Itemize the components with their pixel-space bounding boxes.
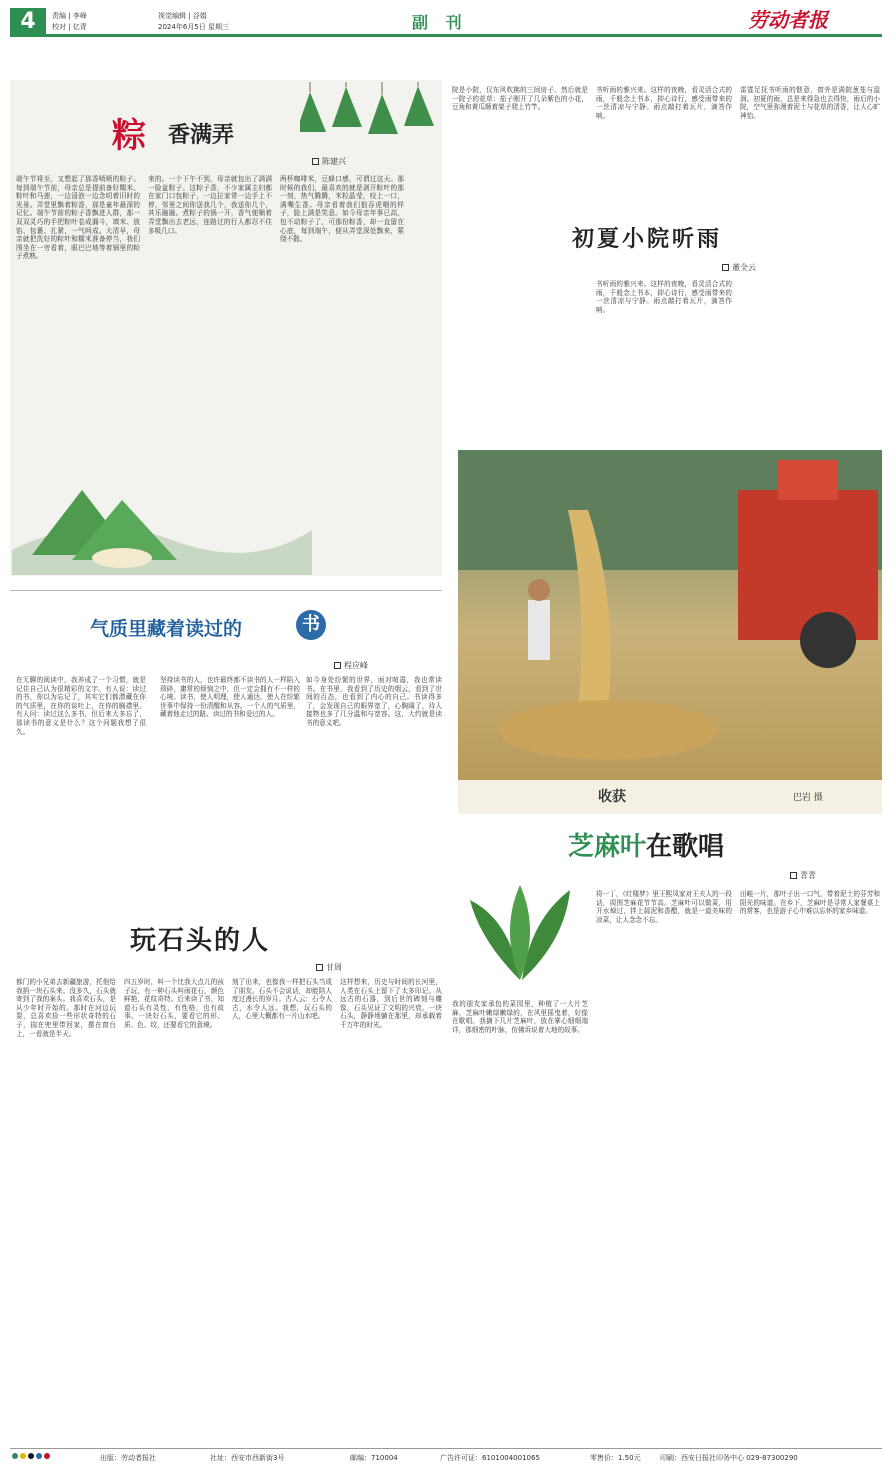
header-rule [10, 34, 882, 37]
article3-column-4: 这样想来，历史与时间的长河里，人类在石头上留下了太多印记。从远古的石器，到后世的碑刻与雕像，石头见证了文明的兴衰。一块石头，静静地躺在那里，却承载着千万年的时光。 [340, 978, 442, 1029]
article2-column-1: 在无聊的阅读中，我养成了一个习惯，就是记住自己认为很精彩的文字。有人说：读过的书，你以为忘记了，其实它们都潜藏在你的气质里，在你的谈吐上，在你的胸襟里。有人问：读过这么多书，但后来大多忘了，那读书的意义是什么？这个问题我想了很久。 [16, 676, 146, 736]
article5-byline [790, 870, 816, 881]
photo-credit: 巴岩 摄 [793, 793, 823, 803]
article3-column-2: 四五岁时，叫一个比我大点儿的孩子玩，有一种石头叫雨花石，颜色鲜艳，花纹奇特。后来读了书，知道石头有灵性，有性格，也有故事。一块好石头，要看它的形、质、色、纹，还要看它的意境。 [124, 978, 224, 1029]
article2-title-char: 书 [296, 610, 326, 640]
article3-column-1: 都门的小兄弟去新疆旅游，托他给我捎一块石头来。没多久，石头就寄到了我的案头。我喜欢石头，是从少年时开始的。那时在河边玩耍，总喜欢捡一些形状奇特的石子，揣在兜里带回家，摆在窗台上，一看就是半天。 [16, 978, 116, 1038]
article5-title-rest: 在歌唱 [646, 832, 725, 862]
article4-author: 董全云 [732, 263, 756, 272]
footer-publisher: 出版：劳动者报社 [100, 1454, 156, 1462]
dot [44, 1453, 50, 1459]
article3-byline [316, 962, 342, 973]
design-editor-line: 视觉编辑 | 谷娟 [158, 12, 207, 20]
issue-date: 2024年6月5日 星期三 [158, 23, 229, 31]
article1-author: 陈建兴 [322, 157, 346, 166]
harvest-scene-image [458, 450, 882, 780]
article4-column-3: 雷霆足抚书听雨的惬意，窗外是满院葱茏与湿润。初夏的雨，总是来得急也去得快，雨后的小院，空气里弥漫着泥土与花草的清香，让人心旷神怡。 [740, 86, 880, 120]
footer-address: 社址：西安市西新街3号 [210, 1454, 285, 1462]
article4-title: 初夏小院听雨 [572, 226, 723, 252]
article5-title-green: 芝麻叶 [568, 832, 647, 862]
article1-column-3: 两杯咖啡米，豆蜂口感，可谓过这天。那时候的我们，最喜欢的就是剥开粽叶的那一刻，热气腾腾，米粒晶莹，咬上一口，满嘴生香。母亲看着我们狼吞虎咽的样子，脸上满是笑意。如今母亲年事已高，包不动粽子了，可那份粽香，却一直留在心底，每到端午，便从弄堂深处飘来，萦绕不散。 [280, 175, 404, 244]
article2-column-2: 坚持读书的人，也许最终都不读书的人一样陷入琐碎，庸常的烦恼之中，但一定会拥有不一样的心境。读书，使人明理，使人通达，使人在纷繁世事中保持一份清醒和从容。一个人的气质里，藏着他走过的路、读过的书和爱过的人。 [160, 676, 300, 719]
photo-caption: 收获 [598, 789, 626, 805]
article4-column-1: 院是小院，仅东风吹拂的三间房子。然后就是一院子的花草：茄子刚开了几朵紫色的小花，豆角和黄瓜顺着架子爬上竹竿。 [452, 86, 588, 112]
zongzi-illustration [12, 460, 312, 575]
sesame-leaf-illustration [460, 880, 586, 990]
dot [20, 1453, 26, 1459]
article1-column-1: 端午节将至，又想起了那香喷喷的粽子。每到端午节前，母亲总是提前备好糯米、粽叶和马莲，一边浸泡一边念叨着旧时的光景。弄堂里飘着粽香，那是童年最深的记忆。端午节前的粽子香飘进人群，那一双双灵巧的手把粽叶卷成漏斗，填米、放馅、包裹、扎紧，一气呵成。大清早，母亲就把洗好的粽叶和糯米准备停当，我们围坐在一旁看着，眼巴巴地等着锅里的粽子煮熟。 [16, 175, 140, 261]
article2-byline [334, 660, 368, 671]
proofreader-line: 校对 | 亿青 [52, 23, 87, 31]
article4-byline [722, 262, 756, 273]
article3-column-3: 刻了出来，也像我一样把石头当成了朋友。石头不会说话，却能陪人度过漫长的岁月。古人云：石令人古，水令人远。我想，玩石头的人，心里大概都有一片山水吧。 [232, 978, 332, 1021]
article4-column-2: 书听雨的雅兴来。这样的夜晚，看灵活合式的雨，千般念上书本，抑心诗行，感受雨带来的一丝清凉与宁静。雨点敲打着瓦片，滴答作响。 [596, 86, 732, 120]
article1-column-2: 来的。一个下午不到，母亲就包出了满满一脸盆粽子。这粽子香，不少家属主妇都在家门口包粽子，一边拉家常一边手上不停，邻里之间你送我几个，我送你几个，其乐融融。煮粽子的锅一开，香气便顺着弄堂飘出去老远，连路过的行人都忍不住多吸几口。 [148, 175, 272, 235]
footer-printer: 印刷：西安日报社印务中心 029-87300290 [660, 1454, 798, 1462]
page-number: 4 [10, 8, 46, 36]
color-registration-dots [12, 1453, 52, 1461]
harvest-photo [458, 450, 882, 780]
dot [12, 1453, 18, 1459]
article2-column-3: 如今身处纷繁的世界，面对喧嚣，我也常读书。在书里，我看到了历史的烟云，看到了世间的百态，也看到了内心的自己。书读得多了，会发现自己的眼界宽了，心胸阔了，待人接物也多了几分温和与宽容。这，大约就是读书的意义吧。 [306, 676, 442, 727]
zongzi-decoration-icon [300, 82, 440, 152]
article1-title-char: 粽 [112, 116, 146, 156]
article3-title: 玩石头的人 [130, 926, 271, 956]
divider [10, 590, 442, 591]
footer-price: 零售价：1.50元 [590, 1454, 641, 1462]
dot [36, 1453, 42, 1459]
footer [10, 1448, 882, 1464]
footer-ad-license: 广告许可证：6101004001065 [440, 1454, 540, 1462]
article5-title [568, 826, 724, 863]
article1-byline [312, 156, 346, 167]
article2-author: 程应峰 [344, 661, 368, 670]
editor-line: 责编 | 李峰 [52, 12, 87, 20]
article3-author: 甘周 [326, 963, 342, 972]
footer-postcode: 邮编：710004 [350, 1454, 398, 1462]
newspaper-brand-logo: 劳动者报 [748, 8, 828, 32]
article5-author: 青青 [800, 871, 816, 880]
article5-column-1: 我的朋友家承包的菜园里，种植了一大片芝麻，芝麻叶嫩绿嫩绿的，在风里摇曳着，好像在歌唱。我摘下几片芝麻叶，放在掌心细细端详，那细密的叶脉，仿佛诉说着大地的故事。 [452, 1000, 588, 1034]
article4-column-2b: 书听雨的雅兴来。这样的夜晚，看灵活合式的雨，千般念上书本，抑心诗行，感受雨带来的一丝清凉与宁静。雨点敲打着瓦片，滴答作响。 [596, 280, 732, 314]
section-title: 副 刊 [412, 13, 468, 32]
article5-column-3: 田畦一片，那叶子出一口气，带着泥土的芬芳和阳光的味道。在乡下，芝麻叶是寻常人家餐桌上的常客，也是游子心中难以忘怀的家乡味道。 [740, 890, 880, 916]
article1-title: 香满弄 [168, 122, 235, 148]
article2-title: 气质里藏着读过的 [90, 618, 243, 640]
article5-column-2: 将一丁，《红楼梦》里王熙凤家对王夫人的一段话，周围芝麻花节节高。芝麻叶可以做菜，用开水焯过，拌上蒜泥和香醋，就是一道美味的凉菜，让人念念不忘。 [596, 890, 732, 924]
dot [28, 1453, 34, 1459]
